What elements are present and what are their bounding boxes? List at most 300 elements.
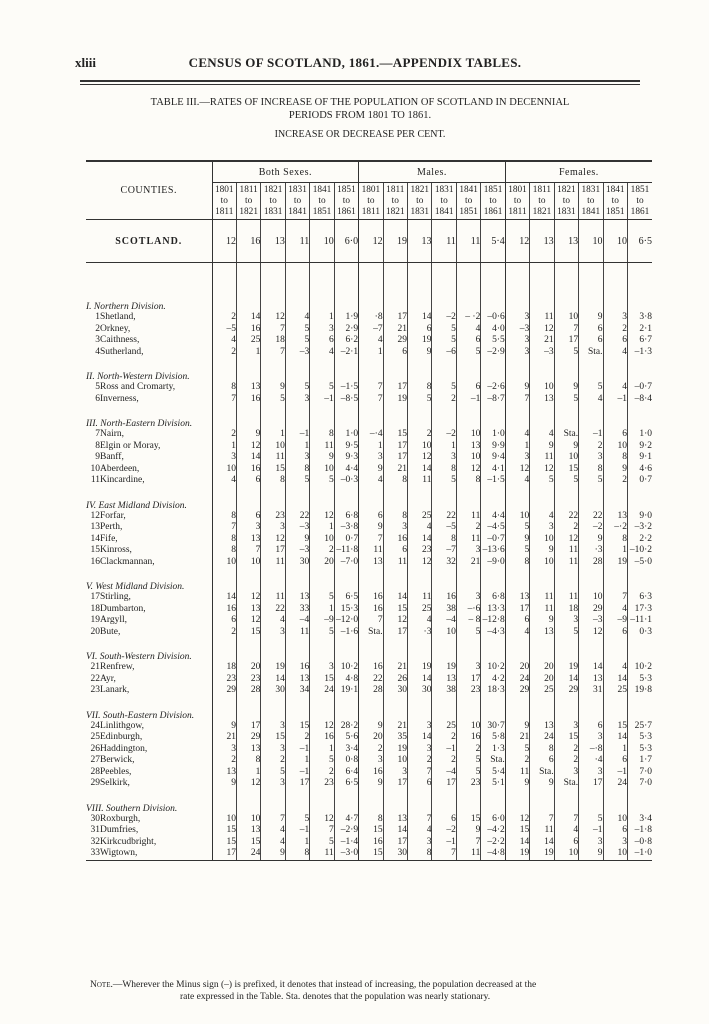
- spacer-cell: [481, 568, 505, 577]
- row-number: 9: [95, 452, 100, 462]
- table-cell: 28: [579, 557, 603, 569]
- table-cell: 8: [408, 848, 432, 860]
- spacer-cell: [285, 790, 309, 799]
- table-cell: 3: [383, 522, 407, 534]
- table-cell: 17: [261, 545, 285, 557]
- table-cell: 23: [310, 778, 334, 790]
- table-cell: [456, 414, 480, 429]
- spacer-cell: [603, 358, 627, 367]
- table-cell: 4: [505, 475, 529, 487]
- county-name: Renfrew,: [100, 662, 135, 672]
- county-name: Elgin or Moray,: [100, 440, 161, 451]
- table-cell: [383, 367, 407, 382]
- table-title-line2: PERIODS FROM 1801 TO 1861.: [288, 110, 432, 121]
- county-name: Kinross,: [100, 545, 132, 555]
- table-cell: [285, 799, 309, 814]
- table-cell: [310, 367, 334, 382]
- table-cell: [236, 367, 260, 382]
- table-cell: 5: [285, 475, 309, 487]
- table-cell: –4: [432, 767, 456, 779]
- spacer-cell: [481, 697, 505, 706]
- table-cell: [285, 297, 309, 312]
- county-name: Aberdeen,: [100, 463, 140, 474]
- table-cell: [383, 414, 407, 429]
- table-cell: [579, 367, 603, 382]
- table-cell: 0·7: [334, 534, 358, 546]
- table-cell: [310, 297, 334, 312]
- table-cell: [408, 496, 432, 511]
- table-cell: [334, 496, 358, 511]
- table-cell: 7: [236, 545, 260, 557]
- table-cell: 16: [456, 732, 480, 744]
- table-cell: 6: [603, 755, 627, 767]
- table-cell: 23: [456, 778, 480, 790]
- period-header: 1841 to 1851: [603, 183, 627, 220]
- table-cell: 17: [285, 778, 309, 790]
- table-cell: [261, 496, 285, 511]
- table-cell: 4: [579, 394, 603, 406]
- scotland-label: SCOTLAND.: [86, 220, 212, 263]
- table-cell: 5·4: [481, 767, 505, 779]
- table-cell: [261, 706, 285, 721]
- table-cell: [603, 647, 627, 662]
- table-cell: 3: [579, 767, 603, 779]
- table-cell: [236, 647, 260, 662]
- table-cell: 7: [554, 324, 578, 336]
- period-header: 1831 to 1841: [432, 183, 456, 220]
- table-row: [86, 744, 652, 756]
- table-cell: 25·7: [627, 721, 652, 733]
- table-cell: 5: [505, 522, 529, 534]
- spacer-cell: [236, 263, 260, 298]
- table-row: [86, 464, 652, 476]
- row-number: 31: [90, 825, 100, 835]
- table-cell: [261, 647, 285, 662]
- table-cell: 1·9: [334, 312, 358, 324]
- table-cell: 19·1: [334, 685, 358, 697]
- table-cell: 6: [432, 814, 456, 826]
- table-row: [86, 324, 652, 336]
- table-cell: 14: [603, 674, 627, 686]
- table-cell: [212, 577, 236, 592]
- table-cell: –0·7: [481, 534, 505, 546]
- table-cell: 11: [530, 604, 554, 616]
- table-cell: 11: [432, 220, 456, 263]
- table-cell: [505, 297, 529, 312]
- table-cell: 10: [530, 382, 554, 394]
- spacer-cell: [456, 405, 480, 414]
- county-name: Dumbarton,: [100, 603, 146, 614]
- table-cell: 14: [236, 312, 260, 324]
- spacer-cell: [554, 697, 578, 706]
- table-cell: 1: [261, 429, 285, 441]
- spacer-cell: [481, 263, 505, 298]
- table-cell: 10: [408, 441, 432, 453]
- spacer-cell: [261, 568, 285, 577]
- spacer-cell: [481, 638, 505, 647]
- table-cell: [334, 297, 358, 312]
- table-cell: [261, 367, 285, 382]
- table-cell: 1: [236, 767, 260, 779]
- spacer-cell: [627, 638, 652, 647]
- table-cell: [212, 367, 236, 382]
- table-cell: 18: [554, 604, 578, 616]
- table-cell: [481, 496, 505, 511]
- table-cell: [285, 496, 309, 511]
- table-cell: [603, 577, 627, 592]
- table-cell: 6: [603, 429, 627, 441]
- spacer-cell: [236, 568, 260, 577]
- table-cell: [359, 647, 383, 662]
- table-cell: 16: [359, 767, 383, 779]
- table-cell: 5: [579, 814, 603, 826]
- spacer-cell: [86, 487, 212, 496]
- division-label-text: I. Northern Division.: [86, 302, 166, 312]
- spacer-cell: [432, 568, 456, 577]
- table-cell: [236, 297, 260, 312]
- table-cell: –13·6: [482, 545, 505, 555]
- table-cell: 13: [456, 441, 480, 453]
- table-cell: 3: [408, 721, 432, 733]
- table-cell: 30: [285, 557, 309, 569]
- table-cell: 17: [383, 627, 407, 639]
- table-cell: 11: [554, 592, 578, 604]
- table-cell: [627, 414, 652, 429]
- table-cell: 3: [408, 744, 432, 756]
- table-cell: [627, 297, 652, 312]
- table-cell: 12: [310, 814, 334, 826]
- table-cell: 5: [310, 592, 334, 604]
- table-cell: [481, 577, 505, 592]
- table-cell: 8: [505, 557, 529, 569]
- table-cell: 2·2: [627, 534, 652, 546]
- spacer-cell: [212, 487, 236, 496]
- spacer-cell: [481, 790, 505, 799]
- table-cell: 25: [530, 685, 554, 697]
- table-cell: 1·0: [627, 429, 652, 441]
- table-cell: 24: [505, 674, 529, 686]
- county-name: Selkirk,: [100, 778, 130, 788]
- table-cell: –1: [285, 767, 309, 779]
- table-cell: [554, 799, 578, 814]
- table-cell: –7: [432, 545, 456, 557]
- group-header: Both Sexes.: [212, 161, 359, 183]
- table-cell: 6·8: [334, 511, 358, 523]
- table-cell: 2: [456, 744, 480, 756]
- table-cell: 9: [456, 825, 480, 837]
- spacer-cell: [627, 790, 652, 799]
- spacer-cell: [603, 263, 627, 298]
- table-cell: 17: [212, 848, 236, 860]
- table-cell: 4·0: [481, 324, 505, 336]
- table-cell: 19: [505, 848, 529, 860]
- table-cell: 8: [212, 382, 236, 394]
- table-cell: 12: [236, 592, 260, 604]
- table-cell: 13: [554, 220, 578, 263]
- table-cell: [603, 297, 627, 312]
- table-cell: – 8: [456, 615, 480, 627]
- table-row: [86, 662, 652, 674]
- table-cell: 3: [603, 837, 627, 849]
- table-cell: 11: [456, 511, 480, 523]
- table-subtitle: INCREASE OR DECREASE PER CENT.: [274, 129, 446, 140]
- table-cell: [530, 496, 554, 511]
- table-cell: [285, 367, 309, 382]
- table-cell: 8: [212, 511, 236, 523]
- table-cell: 3·4: [627, 814, 652, 826]
- table-cell: 29: [505, 685, 529, 697]
- running-title: CENSUS OF SCOTLAND, 1861.—APPENDIX TABLES.: [188, 55, 522, 70]
- table-cell: 5: [310, 755, 334, 767]
- row-number: 29: [90, 778, 100, 788]
- spacer-cell: [285, 638, 309, 647]
- table-cell: [310, 647, 334, 662]
- table-cell: 8: [432, 464, 456, 476]
- table-cell: 10: [432, 627, 456, 639]
- spacer-cell: [505, 487, 529, 496]
- table-cell: 9: [554, 441, 578, 453]
- table-cell: 6·0: [481, 814, 505, 826]
- table-cell: [236, 577, 260, 592]
- table-cell: 7: [603, 592, 627, 604]
- table-cell: 32: [432, 557, 456, 569]
- table-cell: 7: [456, 837, 480, 849]
- table-cell: [627, 799, 652, 814]
- spacer-cell: [212, 638, 236, 647]
- table-cell: 5: [456, 755, 480, 767]
- table-cell: 23: [408, 545, 432, 557]
- header-rule: [80, 80, 640, 82]
- table-row: [86, 382, 652, 394]
- table-cell: [408, 647, 432, 662]
- table-cell: 7: [261, 324, 285, 336]
- spacer-cell: [505, 568, 529, 577]
- county-name: Orkney,: [100, 323, 131, 334]
- table-cell: 3: [359, 755, 383, 767]
- division-row: [86, 577, 652, 592]
- division-label-text: III. North-Eastern Division.: [86, 419, 193, 429]
- table-cell: [359, 706, 383, 721]
- table-cell: [285, 577, 309, 592]
- table-cell: [432, 706, 456, 721]
- spacer-cell: [408, 638, 432, 647]
- spacer-cell: [359, 697, 383, 706]
- table-cell: 6·5: [627, 220, 652, 263]
- table-cell: 12: [505, 220, 529, 263]
- spacer-row: [86, 790, 652, 799]
- row-number: 22: [90, 673, 100, 684]
- table-cell: ·3: [408, 627, 432, 639]
- table-cell: 3: [261, 744, 285, 756]
- table-cell: 6: [310, 335, 334, 347]
- table-cell: 4·4: [334, 464, 358, 476]
- table-cell: 9: [212, 778, 236, 790]
- period-header: 1831 to 1841: [579, 183, 603, 220]
- spacer-cell: [505, 790, 529, 799]
- spacer-cell: [456, 487, 480, 496]
- table-cell: 10: [310, 534, 334, 546]
- table-cell: –1: [603, 394, 627, 406]
- table-cell: [383, 496, 407, 511]
- spacer-cell: [236, 697, 260, 706]
- row-number: 28: [90, 766, 100, 777]
- row-number: 21: [90, 662, 100, 672]
- table-cell: 12: [236, 615, 260, 627]
- period-header: 1851 to 1861: [334, 183, 358, 220]
- division-label: [86, 647, 212, 662]
- table-cell: 3: [212, 452, 236, 464]
- spacer-cell: [579, 568, 603, 577]
- table-cell: 3: [285, 452, 309, 464]
- spacer-cell: [359, 790, 383, 799]
- table-cell: –8·7: [481, 394, 505, 406]
- table-cell: 13·3: [481, 604, 505, 616]
- table-row: [86, 592, 652, 604]
- spacer-cell: [383, 263, 407, 298]
- table-cell: [627, 706, 652, 721]
- spacer-cell: [334, 358, 358, 367]
- table-cell: 4·1: [481, 464, 505, 476]
- table-cell: 8: [603, 452, 627, 464]
- division-label-text: II. North-Western Division.: [86, 372, 190, 382]
- table-row: [86, 534, 652, 546]
- table-cell: 2: [432, 394, 456, 406]
- table-cell: 10: [603, 220, 627, 263]
- table-cell: 11: [408, 475, 432, 487]
- page-header: [75, 55, 635, 71]
- table-title: [90, 96, 630, 122]
- county-name: Argyll,: [100, 615, 128, 625]
- spacer-cell: [530, 568, 554, 577]
- table-cell: 6: [456, 382, 480, 394]
- table-cell: –4·5: [481, 522, 505, 534]
- table-cell: [505, 367, 529, 382]
- table-cell: [603, 496, 627, 511]
- table-cell: 17: [579, 778, 603, 790]
- table-cell: –1: [310, 394, 334, 406]
- spacer-cell: [310, 487, 334, 496]
- table-cell: 12: [236, 778, 260, 790]
- table-cell: [505, 706, 529, 721]
- table-row: [86, 778, 652, 790]
- table-cell: 23: [236, 674, 260, 686]
- table-cell: 13: [261, 220, 285, 263]
- table-cell: 5: [261, 394, 285, 406]
- table-cell: 2: [432, 755, 456, 767]
- county-name: Inverness,: [100, 393, 139, 404]
- table-cell: 6·5: [334, 778, 358, 790]
- table-cell: 5: [579, 382, 603, 394]
- table-cell: 13: [530, 721, 554, 733]
- table-cell: [554, 414, 578, 429]
- spacer-cell: [334, 568, 358, 577]
- table-cell: 20: [530, 674, 554, 686]
- table-cell: 31: [579, 685, 603, 697]
- table-cell: 16: [359, 604, 383, 616]
- table-cell: 9: [554, 382, 578, 394]
- table-row: [86, 767, 652, 779]
- row-number: 25: [90, 732, 100, 742]
- table-cell: 10: [456, 452, 480, 464]
- table-cell: 6: [359, 511, 383, 523]
- county-name: Fife,: [100, 533, 118, 544]
- table-cell: 9·1: [627, 452, 652, 464]
- table-cell: 12: [530, 464, 554, 476]
- table-cell: [383, 297, 407, 312]
- table-cell: 10·2: [334, 662, 358, 674]
- table-cell: 2: [212, 347, 236, 359]
- table-cell: –·6: [456, 604, 480, 616]
- table-cell: 2: [432, 732, 456, 744]
- table-cell: 11: [285, 627, 309, 639]
- row-number: 26: [90, 743, 100, 754]
- table-cell: 3: [456, 545, 480, 557]
- table-cell: 5: [310, 475, 334, 487]
- table-cell: 4·4: [481, 511, 505, 523]
- county-name: Dumfries,: [100, 825, 139, 835]
- table-cell: [481, 297, 505, 312]
- table-cell: –1: [285, 744, 309, 756]
- table-cell: 19: [383, 744, 407, 756]
- table-cell: 12: [579, 627, 603, 639]
- spacer-cell: [627, 263, 652, 298]
- county-name: Forfar,: [100, 510, 126, 521]
- table-cell: 11: [456, 848, 480, 860]
- spacer-cell: [261, 790, 285, 799]
- table-cell: 4: [408, 522, 432, 534]
- spacer-cell: [579, 487, 603, 496]
- table-cell: 16: [236, 394, 260, 406]
- scotland-row: [86, 220, 652, 263]
- table-cell: [383, 577, 407, 592]
- table-cell: 24: [530, 732, 554, 744]
- table-cell: 3: [603, 312, 627, 324]
- table-cell: 19: [432, 662, 456, 674]
- spacer-cell: [383, 697, 407, 706]
- division-label: [86, 297, 212, 312]
- table-cell: –1·0: [627, 848, 652, 860]
- table-cell: 19·8: [627, 685, 652, 697]
- table-cell: 3: [261, 721, 285, 733]
- county-name: Edinburgh,: [100, 732, 143, 742]
- period-header: 1851 to 1861: [481, 183, 505, 220]
- spacer-cell: [408, 263, 432, 298]
- table-cell: –1: [603, 767, 627, 779]
- table-cell: 17: [456, 674, 480, 686]
- table-cell: 3: [408, 837, 432, 849]
- table-cell: 14: [603, 732, 627, 744]
- table-cell: 23: [261, 511, 285, 523]
- spacer-cell: [603, 487, 627, 496]
- table-cell: [334, 367, 358, 382]
- table-cell: 2: [554, 755, 578, 767]
- spacer-cell: [261, 358, 285, 367]
- spacer-cell: [261, 405, 285, 414]
- table-row: [86, 837, 652, 849]
- table-cell: 5: [456, 347, 480, 359]
- table-cell: [627, 496, 652, 511]
- table-row: [86, 732, 652, 744]
- table-cell: [456, 367, 480, 382]
- spacer-cell: [236, 405, 260, 414]
- county-name: Peebles,: [100, 766, 132, 777]
- table-cell: –9·0: [481, 557, 505, 569]
- table-cell: –9: [310, 615, 334, 627]
- table-cell: 4: [603, 604, 627, 616]
- table-cell: 12: [236, 441, 260, 453]
- spacer-cell: [627, 405, 652, 414]
- table-cell: [554, 706, 578, 721]
